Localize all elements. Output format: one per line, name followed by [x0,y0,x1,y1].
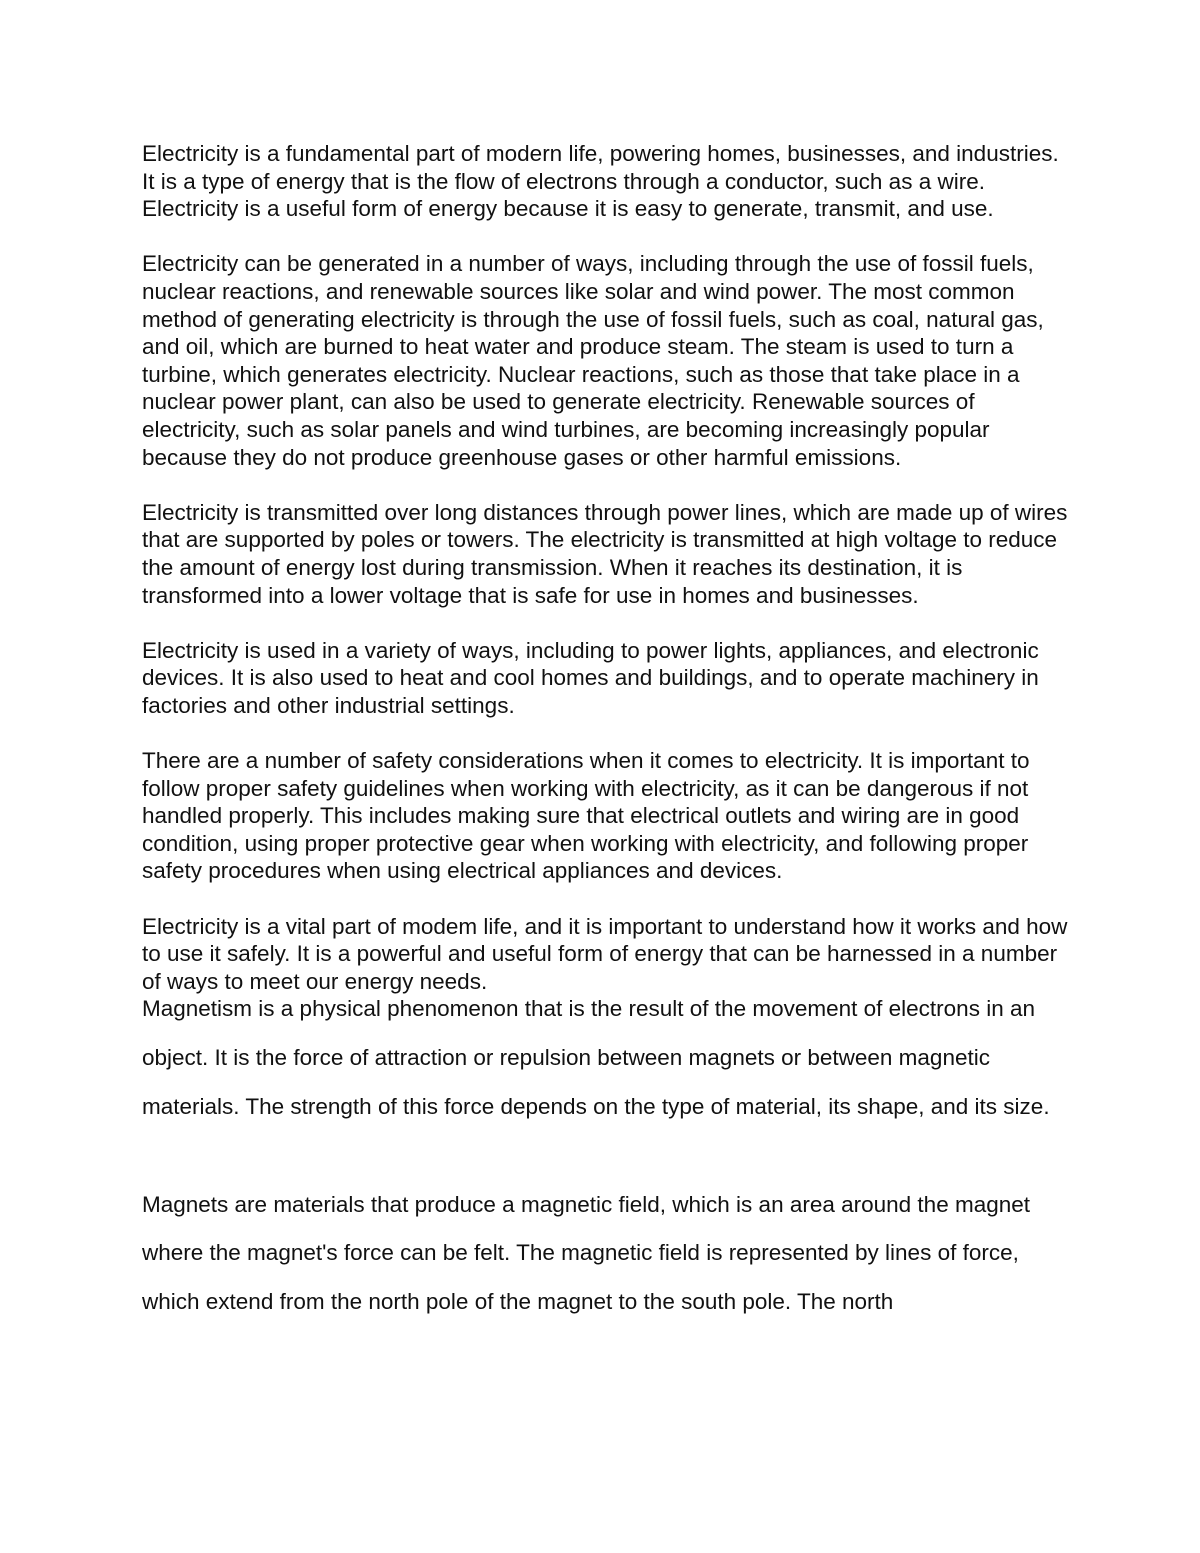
paragraph-magnetism-intro: Magnetism is a physical phenomenon that is the result of the movement of electrons in an object. It is the force of attraction or repulsion between magnets or between magnetic materials. The strength of this force depends on the type of material, its shape, and its size. [142,996,1050,1119]
paragraph-electricity-uses: Electricity is used in a variety of ways, including to power lights, appliances, and electronic devices. It is also used to heat and cool homes and buildings, and to operate machinery in factories and other industrial settings. [142,637,1039,718]
paragraph-magnets-field: Magnets are materials that produce a magnetic field, which is an area around the magnet where the magnet's force can be felt. The magnetic field is represented by lines of force, which extend from the north pole of the magnet to the south pole. The north [142,1191,1031,1315]
paragraph-electricity-safety: There are a number of safety considerations when it comes to electricity. It is important to follow proper safety guidelines when working with electricity, as it can be dangerous if not handled properly. This includes making sure that electrical outlets and wiring are in good condition, using proper protective gear when working with electricity, and following proper safety procedures when using electrical appliances and devices. [142,748,1030,884]
magnetism-section [142,985,1072,1327]
paragraph-electricity-transmission: Electricity is transmitted over long distances through power lines, which are made up of wires that are supported by poles or towers. The electricity is transmitted at high voltage to reduce the amount of energy lost during transmission. When it reaches its destination, it is transformed into a lower voltage that is safe for use in homes and businesses. [142,499,1068,608]
paragraph-electricity-generation: Electricity can be generated in a number of ways, including through the use of fossil fuels, nuclear reactions, and renewable sources like solar and wind power. The most common method of generating electricity is through the use of fossil fuels, such as coal, natural gas, and oil, which are burned to heat water and produce steam. The steam is used to turn a turbine, which generates electricity. Nuclear reactions, such as those that take place in a nuclear power plant, can also be used to generate electricity. Renewable sources of electricity, such as solar panels and wind turbines, are becoming increasingly popular because they do not produce greenhouse gases or other harmful emissions. [142,251,1044,470]
document-body [142,140,1072,1327]
paragraph-electricity-intro: Electricity is a fundamental part of modern life, powering homes, businesses, and industries. It is a type of energy that is the flow of electrons through a conductor, such as a wire. Electricity is a useful form of energy because it is easy to generate, transmit, and use. [142,141,1059,222]
paragraph-electricity-conclusion: Electricity is a vital part of modem life, and it is important to understand how it works and how to use it safely. It is a powerful and useful form of energy that can be harnessed in a number of ways to meet our energy needs. [142,913,1068,994]
